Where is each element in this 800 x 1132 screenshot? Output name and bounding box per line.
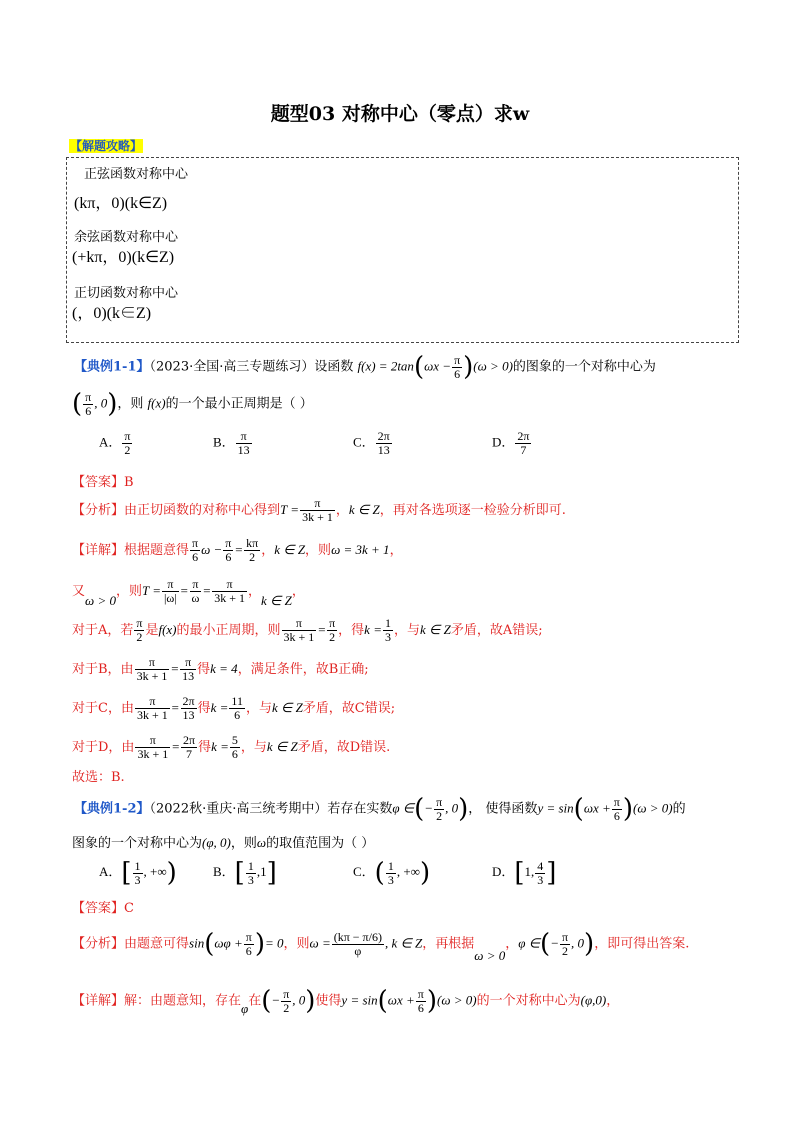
option-d[interactable]: D． $\frac{2\pi}{7}$ [492, 429, 530, 457]
detail-1-2: 【详解】解：由题意知，存在φ在(− $\frac{\pi}{2}$ , 0)使得y = sin(ωx + $\frac{\pi}{6}$ )(ω > 0)的一个对称中心为(φ,0)， [72, 986, 620, 1016]
example-1-2-question: 【典例1-2】（2022秋·重庆·高三统考期中）若存在实数φ ∈(− $\frac{\pi}{2}$ , 0)， 使得函数y = sin(ωx + $\frac{\pi}{6}$ )(ω > 0)的 [74, 794, 686, 824]
tan-formula: (，0)(k∈Z) [72, 305, 152, 322]
example-1-1-line2: ( $\frac{\pi}{6}$ , 0)，则 f(x)的一个最小正周期是（ ） [72, 389, 313, 419]
option-d[interactable]: D．[1, $\frac{4}{3}$ ] [492, 858, 557, 888]
option-b[interactable]: B． $\frac{\pi}{13}$ [213, 429, 250, 457]
example-1-2-line2: 图象的一个对称中心为(φ, 0)，则ω的取值范围为（ ） [72, 835, 375, 851]
option-a[interactable]: A．[ $\frac{1}{3}$ , +∞) [99, 858, 177, 888]
option-a[interactable]: A． $\frac{\pi}{2}$ [99, 429, 131, 457]
answer-1-1: 【答案】B [72, 475, 134, 490]
answer-1-2: 【答案】C [72, 901, 134, 916]
choose-1-1: 故选：B. [72, 770, 125, 785]
cos-label: 余弦函数对称中心 [74, 230, 179, 245]
page-title: 题型03 对称中心（零点）求w [270, 103, 530, 125]
case-c: 对于C，由 $\frac{\pi}{3k + 1}$ = $\frac{2\pi}{13}$ 得k = $\frac{11}{6}$ ，与k ∈ Z矛盾，故C错误; [72, 694, 396, 722]
cos-formula: (+kπ，0)(k∈Z) [72, 249, 175, 266]
function-expr: f(x) = 2tan [357, 358, 414, 374]
case-b: 对于B，由 $\frac{\pi}{3k + 1}$ = $\frac{\pi}{13}$ 得k = 4，满足条件，故B正确; [72, 655, 369, 683]
option-b[interactable]: B．[ $\frac{1}{3}$ ,1] [213, 858, 277, 888]
example-1-1-question: 【典例1-1】（2023·全国·高三专题练习）设函数 f(x) = 2tan(ωx − $\frac{\pi}{6}$ )(ω > 0)的图象的一个对称中心为 [74, 352, 656, 382]
analysis-1-1: 【分析】由正切函数的对称中心得到T = $\frac{\pi}{3k + 1}$ ，k ∈ Z，再对各选项逐一检验分析即可. [72, 496, 566, 524]
detail-1-1-again: 又ω > 0，则T = $\frac{\pi}{|\omega|}$ = $\frac{\pi}{\omega}$ = $\frac{\pi}{3k + 1}$ ，k ∈ Z， [72, 577, 305, 608]
detail-1-1: 【详解】根据题意得 $\frac{\pi}{6}$ ω − $\frac{\pi}{6}$ = $\frac{k\pi}{2}$ ，k ∈ Z，则ω = 3k + 1， [72, 536, 403, 564]
tan-label: 正切函数对称中心 [74, 286, 179, 301]
case-a: 对于A，若 $\frac{\pi}{2}$ 是f(x)的最小正周期，则 $\frac{\pi}{3k + 1}$ = $\frac{\pi}{2}$ ，得k = $\frac{1}{3}$ ，与k ∈ Z矛盾，故A错误; [72, 616, 543, 644]
analysis-1-2: 【分析】由题意可得sin(ωφ + $\frac{\pi}{6}$ )= 0，则ω = $\frac{(k\pi - \pi/6)}{\varphi}$ , k ∈ Z，再根据ω > 0，φ ∈(− $\frac{\pi}{2}$ , 0)，即可得出答案. [72, 929, 690, 963]
strategy-tag: 【解题攻略】 [70, 139, 143, 153]
sine-formula: (kπ，0)(k∈Z) [74, 195, 168, 212]
option-c[interactable]: C．( $\frac{1}{3}$ , +∞) [353, 858, 431, 888]
case-d: 对于D，由 $\frac{\pi}{3k + 1}$ = $\frac{2\pi}{7}$ 得k = $\frac{5}{6}$ ，与k ∈ Z矛盾，故D错误. [72, 733, 391, 761]
option-c[interactable]: C． $\frac{2\pi}{13}$ [353, 429, 390, 457]
sine-label: 正弦函数对称中心 [84, 167, 189, 182]
example-tag: 【典例1-1】 [74, 359, 150, 375]
example-tag: 【典例1-2】 [74, 801, 150, 817]
